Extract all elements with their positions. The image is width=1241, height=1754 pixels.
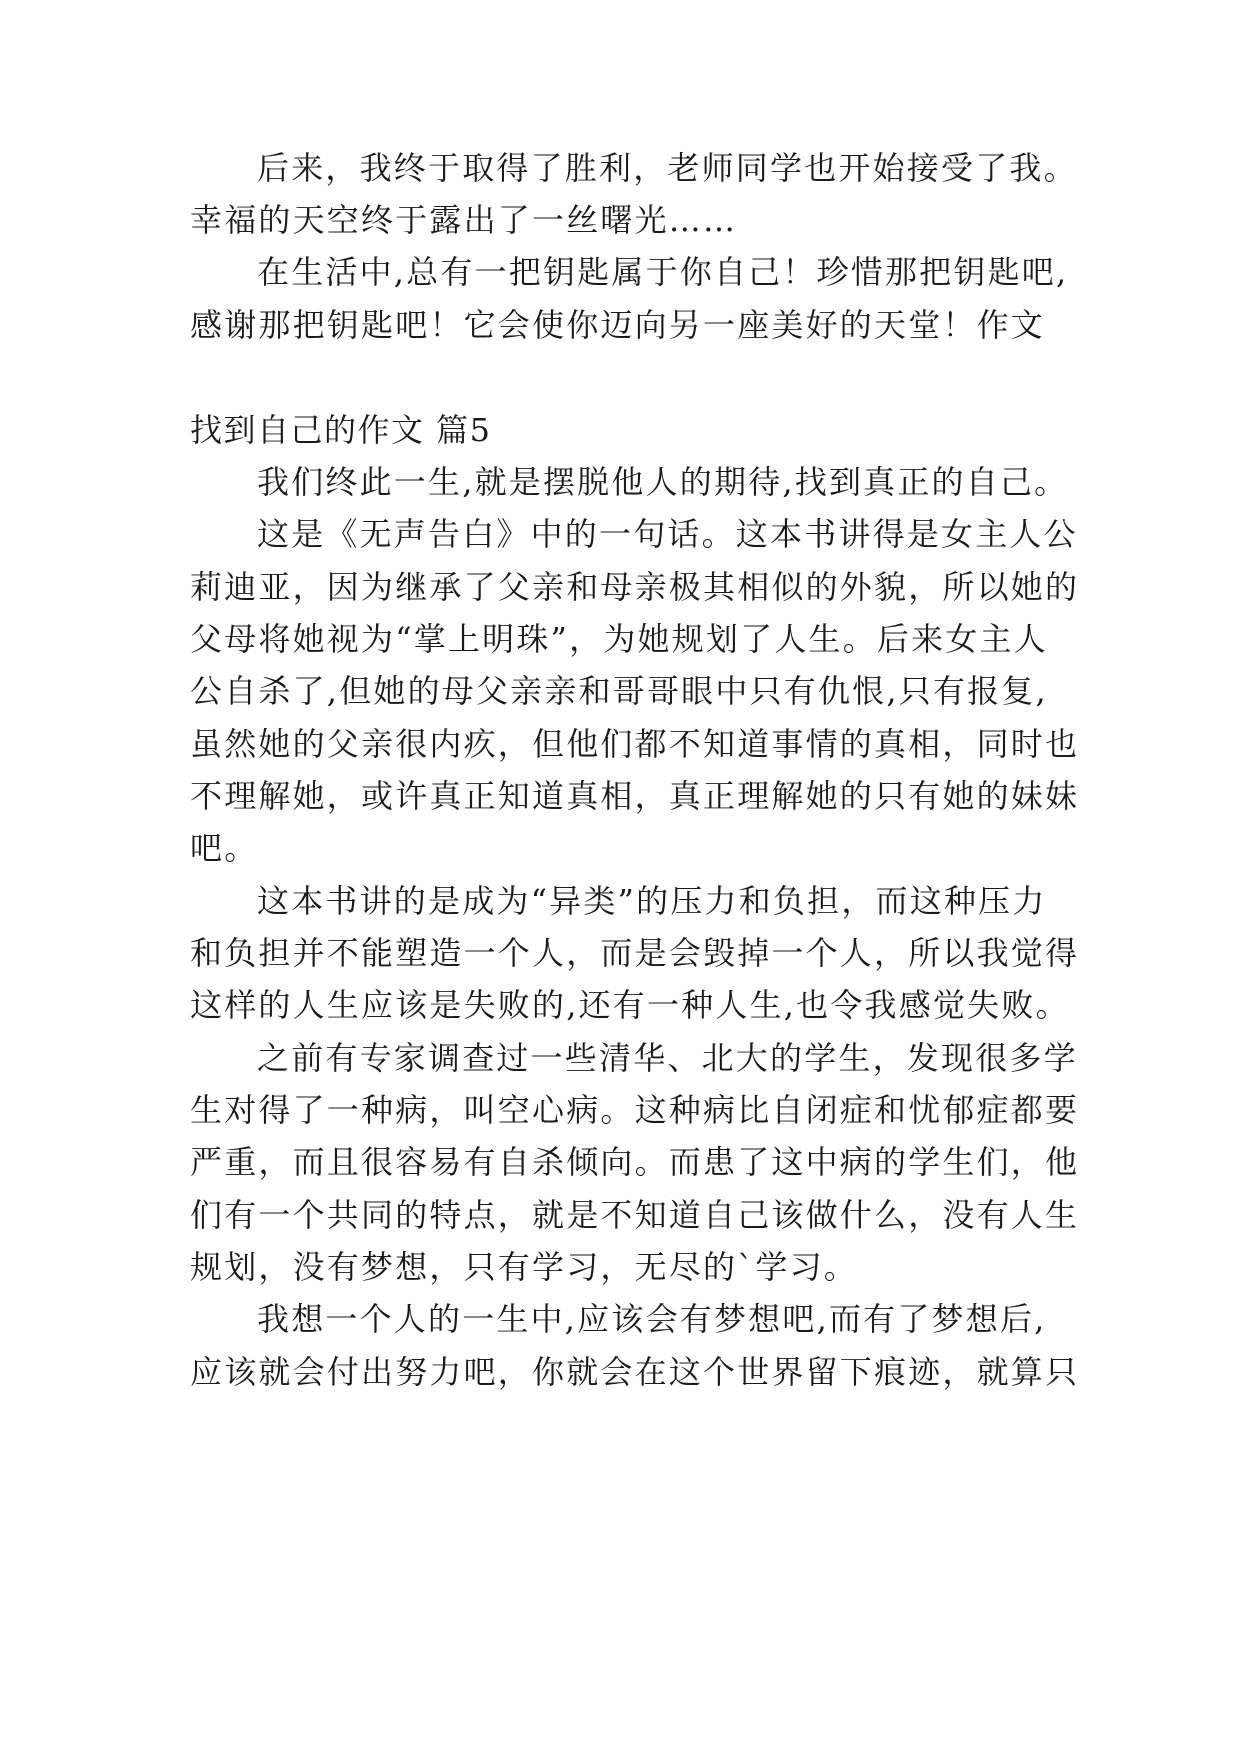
paragraph-line: 规划，没有梦想，只有学习，无尽的`学习。 <box>190 1248 859 1286</box>
paragraph-line: 这是《无声告白》中的一句话。这本书讲得是女主人公 <box>257 515 1078 553</box>
section-heading: 找到自己的作文 篇5 <box>190 411 492 449</box>
paragraph-line: 后来，我终于取得了胜利，老师同学也开始接受了我。 <box>257 149 1078 187</box>
paragraph-line: 严重，而且很容易有自杀倾向。而患了这中病的学生们，他 <box>190 1143 1080 1181</box>
paragraph-line: 我想一个人的一生中,应该会有梦想吧,而有了梦想后, <box>257 1300 1047 1338</box>
paragraph-line: 这本书讲的是成为“异类”的压力和负担，而这种压力 <box>257 882 1047 920</box>
paragraph-line: 父母将她视为“掌上明珠”，为她规划了人生。后来女主人 <box>190 620 1048 658</box>
paragraph-line: 应该就会付出努力吧，你就会在这个世界留下痕迹，就算只 <box>190 1353 1080 1391</box>
paragraph-line: 这样的人生应该是失败的,还有一种人生,也令我感觉失败。 <box>190 986 1070 1024</box>
paragraph-line: 吧。 <box>190 829 259 867</box>
paragraph-line: 在生活中,总有一把钥匙属于你自己！珍惜那把钥匙吧, <box>257 253 1069 291</box>
paragraph-line: 不理解她，或许真正知道真相，真正理解她的只有她的妹妹 <box>190 777 1080 815</box>
paragraph-line: 虽然她的父亲很内疚，但他们都不知道事情的真相，同时也 <box>190 725 1080 763</box>
paragraph-line: 和负担并不能塑造一个人，而是会毁掉一个人，所以我觉得 <box>190 934 1080 972</box>
paragraph-line: 幸福的天空终于露出了一丝曙光…… <box>190 201 738 239</box>
paragraph-line: 们有一个共同的特点，就是不知道自己该做什么，没有人生 <box>190 1196 1080 1234</box>
paragraph-line: 公自杀了,但她的母父亲亲和哥哥眼中只有仇恨,只有报复, <box>190 672 1048 710</box>
paragraph-line: 之前有专家调查过一些清华、北大的学生，发现很多学 <box>257 1039 1078 1077</box>
paragraph-line: 感谢那把钥匙吧！它会使你迈向另一座美好的天堂！作文 <box>190 306 1046 344</box>
paragraph-line: 我们终此一生,就是摆脱他人的期待,找到真正的自己。 <box>257 463 1069 501</box>
paragraph-line: 莉迪亚，因为继承了父亲和母亲极其相似的外貌，所以她的 <box>190 568 1080 606</box>
paragraph-line: 生对得了一种病，叫空心病。这种病比自闭症和忧郁症都要 <box>190 1091 1080 1129</box>
